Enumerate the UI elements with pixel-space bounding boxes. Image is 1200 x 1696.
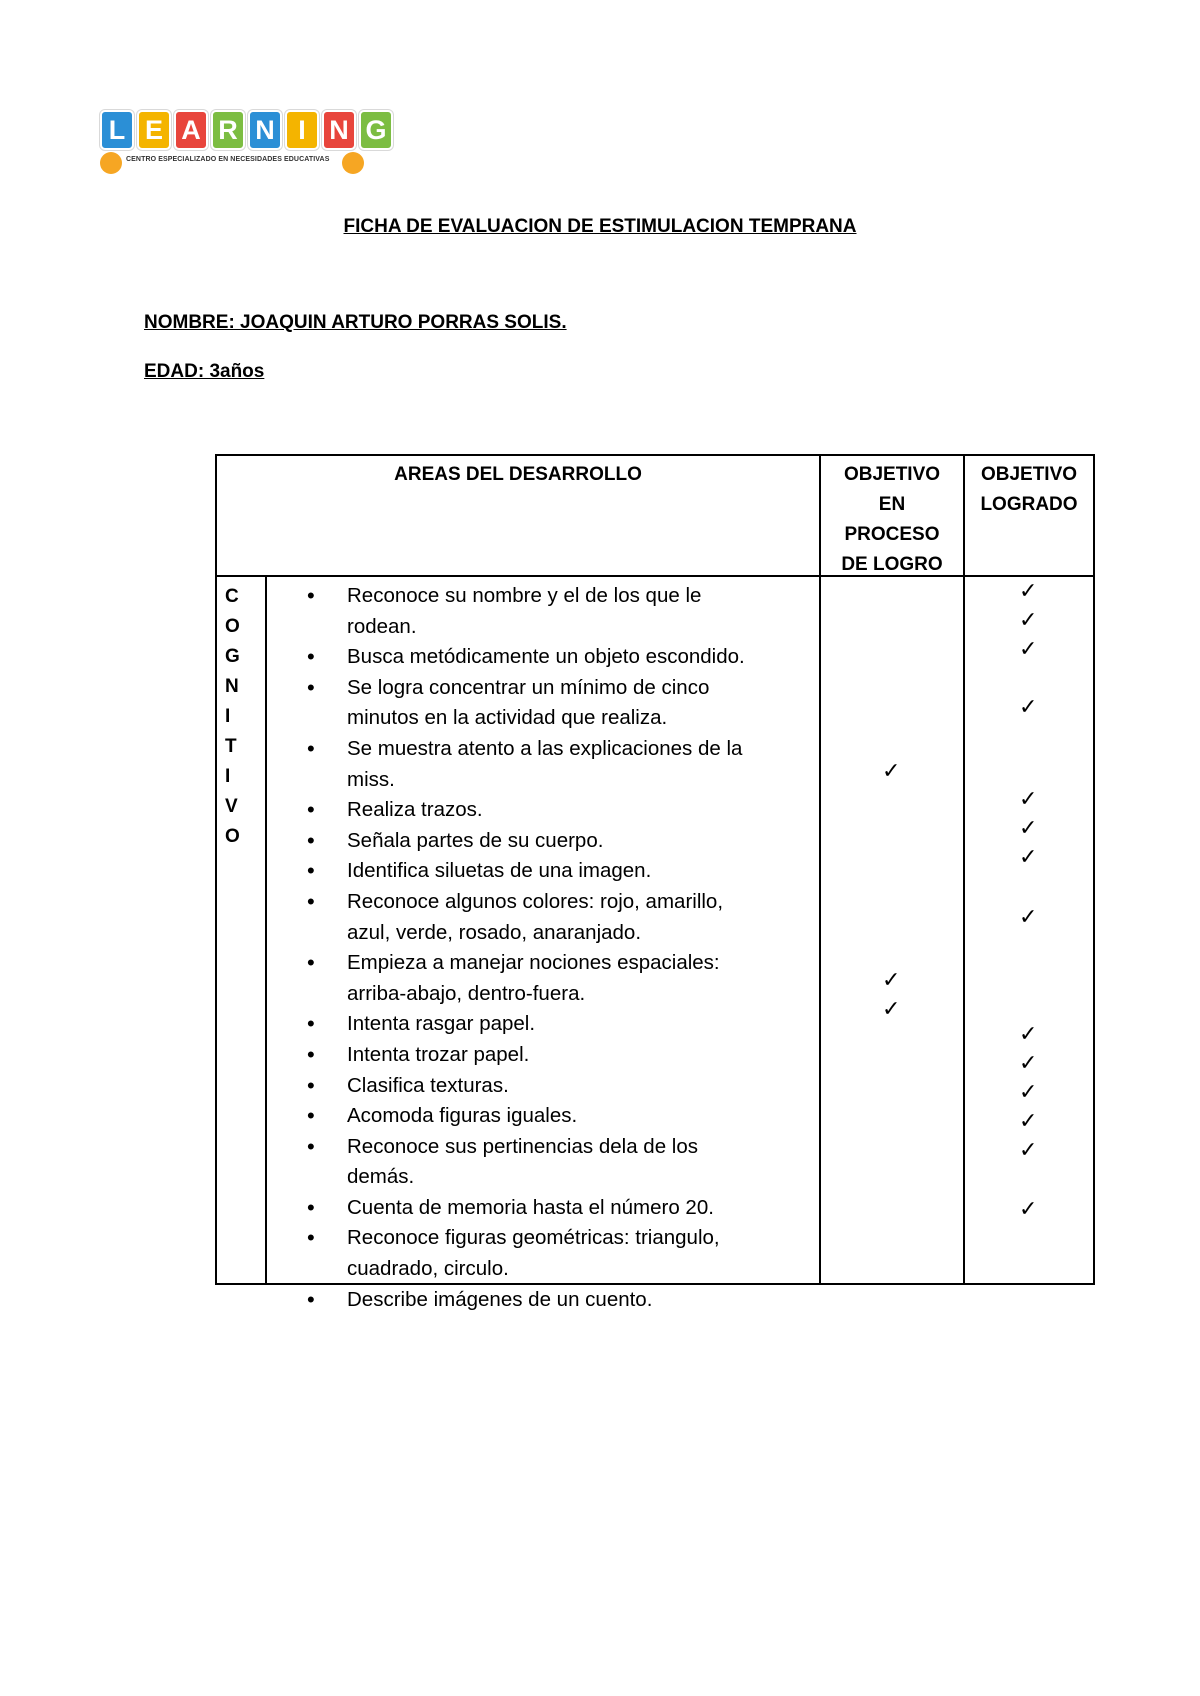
check-achieved-icon: ✓ bbox=[1019, 1050, 1038, 1075]
check-achieved-icon: ✓ bbox=[1019, 1196, 1038, 1221]
check-achieved-icon: ✓ bbox=[1019, 1137, 1038, 1162]
check-in-process-icon: ✓ bbox=[882, 967, 901, 992]
header-in-process-line: PROCESO bbox=[844, 524, 940, 545]
area-letter: C bbox=[225, 586, 239, 607]
list-item: • Intenta rasgar papel. bbox=[267, 1009, 767, 1040]
table-divider bbox=[963, 456, 965, 1283]
document-title: FICHA DE EVALUACION DE ESTIMULACION TEMPRANA bbox=[343, 216, 857, 237]
check-in-process-icon: ✓ bbox=[882, 996, 901, 1021]
evaluation-table bbox=[215, 454, 1095, 1311]
area-letter: O bbox=[225, 826, 240, 847]
list-item: • Busca metódicamente un objeto escondido. bbox=[267, 642, 767, 673]
list-item: • Empieza a manejar nociones espaciales: arriba-abajo, dentro-fuera. bbox=[267, 948, 767, 1009]
list-item: • Clasifica texturas. bbox=[267, 1071, 767, 1102]
table-divider bbox=[819, 456, 821, 1283]
area-letter: N bbox=[225, 676, 239, 697]
header-achieved-line: OBJETIVO bbox=[980, 464, 1078, 485]
logo-letters bbox=[100, 110, 396, 150]
header-achieved bbox=[965, 460, 1093, 520]
list-item: • Identifica siluetas de una imagen. bbox=[267, 856, 767, 887]
header-in-process bbox=[821, 460, 963, 580]
skills-list bbox=[267, 581, 767, 1315]
logo-tile: G bbox=[359, 110, 393, 150]
logo-tile: I bbox=[285, 110, 319, 150]
area-letter: V bbox=[225, 796, 238, 817]
header-in-process-line: EN bbox=[878, 494, 906, 515]
area-letter: O bbox=[225, 616, 240, 637]
check-achieved-icon: ✓ bbox=[1019, 694, 1038, 719]
logo-tile: N bbox=[322, 110, 356, 150]
area-letter: G bbox=[225, 646, 240, 667]
list-item: • Realiza trazos. bbox=[267, 795, 767, 826]
list-item: • Reconoce su nombre y el de los que le rodean. bbox=[267, 581, 767, 642]
check-achieved-icon: ✓ bbox=[1019, 815, 1038, 840]
area-label-cognitivo bbox=[225, 582, 245, 852]
student-age: EDAD: 3años bbox=[144, 361, 265, 382]
header-in-process-line: DE LOGRO bbox=[841, 554, 943, 575]
logo-tile: L bbox=[100, 110, 134, 150]
area-letter: I bbox=[225, 706, 231, 727]
list-item: • Reconoce sus pertinencias dela de los demás. bbox=[267, 1132, 767, 1193]
header-in-process-line: OBJETIVO bbox=[843, 464, 941, 485]
check-achieved-icon: ✓ bbox=[1019, 786, 1038, 811]
check-achieved-icon: ✓ bbox=[1019, 1021, 1038, 1046]
list-item: • Cuenta de memoria hasta el número 20. bbox=[267, 1193, 767, 1224]
check-achieved-icon: ✓ bbox=[1019, 578, 1038, 603]
list-item: • Describe imágenes de un cuento. bbox=[267, 1285, 767, 1316]
student-name: NOMBRE: JOAQUIN ARTURO PORRAS SOLIS. bbox=[144, 312, 567, 333]
logo-tile: A bbox=[174, 110, 208, 150]
check-achieved-icon: ✓ bbox=[1019, 904, 1038, 929]
list-item: • Se logra concentrar un mínimo de cinco minutos en la actividad que realiza. bbox=[267, 673, 767, 734]
logo-subtitle: CENTRO ESPECIALIZADO EN NECESIDADES EDUCATIVAS bbox=[126, 156, 330, 163]
logo-mascot-icon bbox=[100, 152, 122, 174]
header-areas: AREAS DEL DESARROLLO bbox=[394, 464, 642, 485]
area-letter: I bbox=[225, 766, 231, 787]
check-achieved-icon: ✓ bbox=[1019, 844, 1038, 869]
check-achieved-icon: ✓ bbox=[1019, 636, 1038, 661]
list-item: • Se muestra atento a las explicaciones de la miss. bbox=[267, 734, 767, 795]
header-achieved-line: LOGRADO bbox=[980, 494, 1078, 515]
list-item: • Reconoce algunos colores: rojo, amarillo, azul, verde, rosado, anaranjado. bbox=[267, 887, 767, 948]
check-achieved-icon: ✓ bbox=[1019, 1079, 1038, 1104]
check-achieved-icon: ✓ bbox=[1019, 607, 1038, 632]
list-item: • Señala partes de su cuerpo. bbox=[267, 826, 767, 857]
check-in-process-icon: ✓ bbox=[882, 758, 901, 783]
list-item: • Intenta trozar papel. bbox=[267, 1040, 767, 1071]
list-item: • Acomoda figuras iguales. bbox=[267, 1101, 767, 1132]
logo-tile: R bbox=[211, 110, 245, 150]
area-letter: T bbox=[225, 736, 237, 757]
check-achieved-icon: ✓ bbox=[1019, 1108, 1038, 1133]
logo-tile: E bbox=[137, 110, 171, 150]
list-item: • Reconoce figuras geométricas: triangulo, cuadrado, circulo. bbox=[267, 1223, 767, 1284]
learning-logo bbox=[100, 110, 387, 182]
logo-tile: N bbox=[248, 110, 282, 150]
logo-mascot-icon bbox=[342, 152, 364, 174]
